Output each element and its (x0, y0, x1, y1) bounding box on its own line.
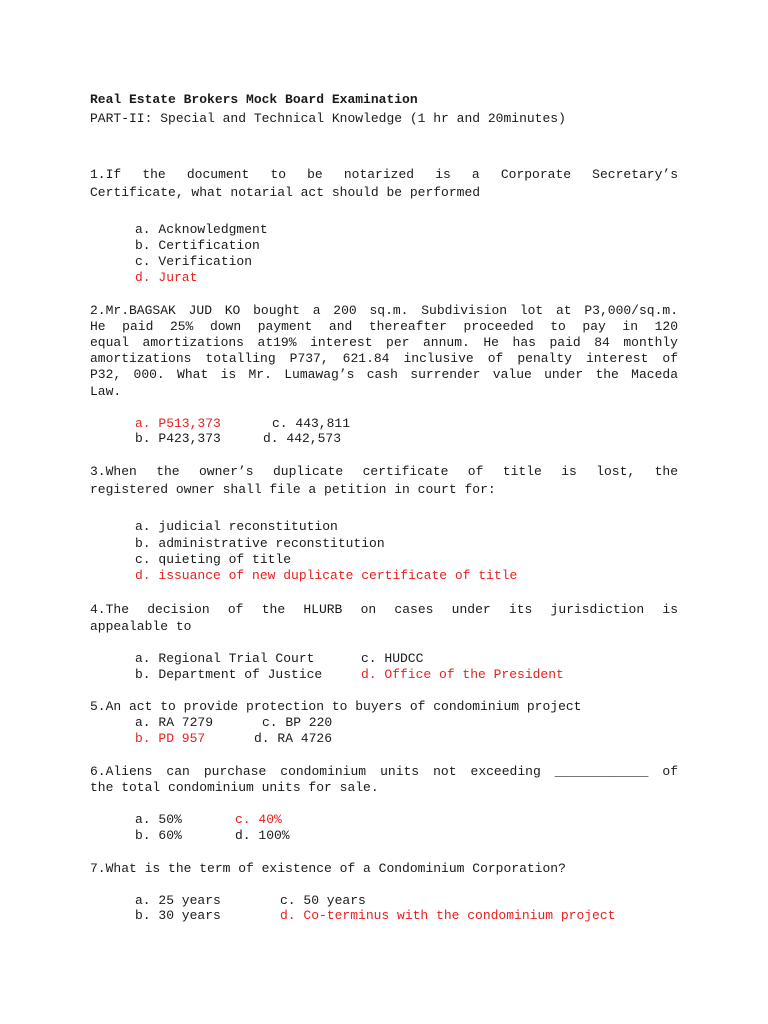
q1-text-line1: 1.If the document to be notarized is a Corporate Secretary’s (90, 167, 678, 182)
q4-text-line1: 4.The decision of the HLURB on cases under its jurisdiction is (90, 602, 678, 617)
q6-option-b: b. 60% (135, 828, 182, 843)
q3-option-c: c. quieting of title (135, 552, 292, 567)
q2-text-line6: Law. (90, 384, 122, 399)
q1-option-c: c. Verification (135, 254, 253, 269)
q1-option-b: b. Certification (135, 238, 260, 253)
q6-text-line2: the total condominium units for sale. (90, 780, 379, 795)
q4-option-b: b. Department of Justice (135, 667, 323, 682)
q2-option-b: b. P423,373 (135, 431, 221, 446)
q5-text-line1: 5.An act to provide protection to buyers of condominium project (90, 699, 582, 714)
q5-option-a: a. RA 7279 (135, 715, 214, 730)
q4-option-c: c. HUDCC (361, 651, 424, 666)
q3-option-d-answer: d. issuance of new duplicate certificate of title (135, 568, 518, 583)
q7-text-line1: 7.What is the term of existence of a Condominium Corporation? (90, 861, 566, 876)
q7-option-c: c. 50 years (280, 893, 366, 908)
q4-option-d-answer: d. Office of the President (361, 667, 564, 682)
q5-option-d: d. RA 4726 (254, 731, 333, 746)
q2-text-line5: P32, 000. What is Mr. Lumawag’s cash surrender value under the Maceda (90, 367, 678, 382)
q7-option-a: a. 25 years (135, 893, 221, 908)
q2-text-line1: 2.Mr.BAGSAK JUD KO bought a 200 sq.m. Subdivision lot at P3,000/sq.m. (90, 303, 678, 318)
exam-title: Real Estate Brokers Mock Board Examination (90, 92, 418, 107)
q2-text-line3: equal amortizations at19% interest per annum. He has paid 84 monthly (90, 335, 678, 350)
q3-text-line2: registered owner shall file a petition in court for: (90, 482, 496, 497)
q5-option-c: c. BP 220 (262, 715, 333, 730)
exam-subtitle: PART-II: Special and Technical Knowledge (1 hr and 20minutes) (90, 111, 566, 126)
q3-text-line1: 3.When the owner’s duplicate certificate of title is lost, the (90, 464, 678, 479)
q6-option-d: d. 100% (235, 828, 290, 843)
q6-text-line1: 6.Aliens can purchase condominium units not exceeding ____________ of (90, 764, 678, 779)
q1-option-d-answer: d. Jurat (135, 270, 198, 285)
q6-option-c-answer: c. 40% (235, 812, 282, 827)
q5-option-b-answer: b. PD 957 (135, 731, 206, 746)
q6-option-a: a. 50% (135, 812, 182, 827)
q4-option-a: a. Regional Trial Court (135, 651, 315, 666)
q2-text-line4: amortizations totalling P737, 621.84 inclusive of penalty interest of (90, 351, 678, 366)
q2-text-line2: He paid 25% down payment and thereafter proceeded to pay in 120 (90, 319, 678, 334)
q4-text-line2: appealable to (90, 619, 192, 634)
q7-option-d-answer: d. Co-terminus with the condominium project (280, 908, 616, 923)
q3-option-b: b. administrative reconstitution (135, 536, 385, 551)
q1-text-line2: Certificate, what notarial act should be performed (90, 185, 481, 200)
q7-option-b: b. 30 years (135, 908, 221, 923)
q3-option-a: a. judicial reconstitution (135, 519, 338, 534)
q2-option-a-answer: a. P513,373 (135, 416, 221, 431)
q2-option-d: d. 442,573 (263, 431, 342, 446)
q2-option-c: c. 443,811 (272, 416, 351, 431)
q1-option-a: a. Acknowledgment (135, 222, 268, 237)
